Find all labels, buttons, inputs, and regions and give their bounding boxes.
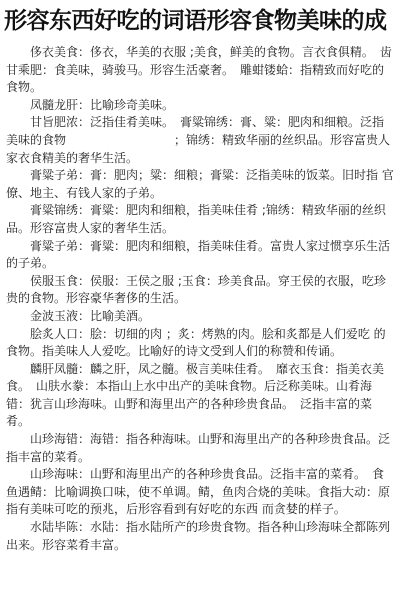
page-title: 形容东西好吃的词语形容食物美味的成 [4, 8, 387, 34]
paragraph: 山珍海味：山野和海里出产的各种珍贵食品。泛指丰富的菜肴。 食鱼遇鲭：比喻调换口味，使不单调。鲭，鱼肉合烧的美味。食指大动：原指有美味可吃的预兆，后形容看到有好吃的东西 而贪婪的样子。 [6, 467, 391, 517]
paragraph: 侈衣美食：侈衣，华美的衣服 ;美食，鲜美的食物。言衣食俱精。 齿甘乘肥：食美味，骑骏马。形容生活豪奢。 雕蚶镂蛤：指精致而好吃的食物。 [6, 45, 392, 95]
paragraph: 膏粱子弟：膏粱：肥肉和细粮，指美味佳肴。富贵人家过惯享乐生活的子弟。 [6, 238, 391, 271]
paragraph: 金波玉液：比喻美酒。 [6, 308, 151, 323]
article-body [6, 44, 394, 554]
paragraph: 麟肝凤髓：麟之肝，凤之髓。极言美味佳肴。 靡衣玉食：指美衣美食。 山肤水豢：本指山上水中出产的美味食物。后泛称美味。山肴海错：犹言山珍海味。山野和海里出产的各种珍贵食品。 泛指丰富的菜肴。 [6, 361, 385, 429]
paragraph: 山珍海错：海错：指各种海味。山野和海里出产的各种珍贵食品。泛指丰富的菜肴。 [6, 432, 391, 464]
paragraph: 脍炙人口：脍：切细的肉 ；炙：烤熟的肉。脍和炙都是人们爱吃 的食物。指美味人人爱吃。比喻好的诗文受到人们的称赞和传诵。 [6, 326, 386, 359]
paragraph: 凤髓龙肝：比喻珍奇美味。 [6, 97, 175, 112]
paragraph: 膏粱锦绣：膏粱：肥肉和细粮，指美味佳肴 ;锦绣：精致华丽的丝织品。形容富贵人家的奢华生活。 [6, 203, 386, 235]
paragraph: 水陆毕陈：水陆：指水陆所产的珍贵食物。指各种山珍海味全都陈列出来。形容菜肴丰富。 [6, 520, 391, 552]
paragraph: 膏粱子弟：膏：肥肉；粱：细粮；膏粱：泛指美味的饭菜。旧时指 官僚、地主、有钱人家的子弟。 [6, 168, 394, 200]
paragraph: 侯服玉食：侯服：王侯之服 ;玉食：珍美食品。穿王侯的衣服，吃珍贵的食物。形容豪华奢侈的生活。 [6, 273, 386, 306]
paragraph: 甘旨肥浓：泛指佳肴美味。 膏粱锦绣：膏、粱：肥肉和细粮。泛指美味的食物 ；锦绣：精致华丽的丝织品。形容富贵人家衣食精美的奢华生活。 [6, 115, 391, 165]
